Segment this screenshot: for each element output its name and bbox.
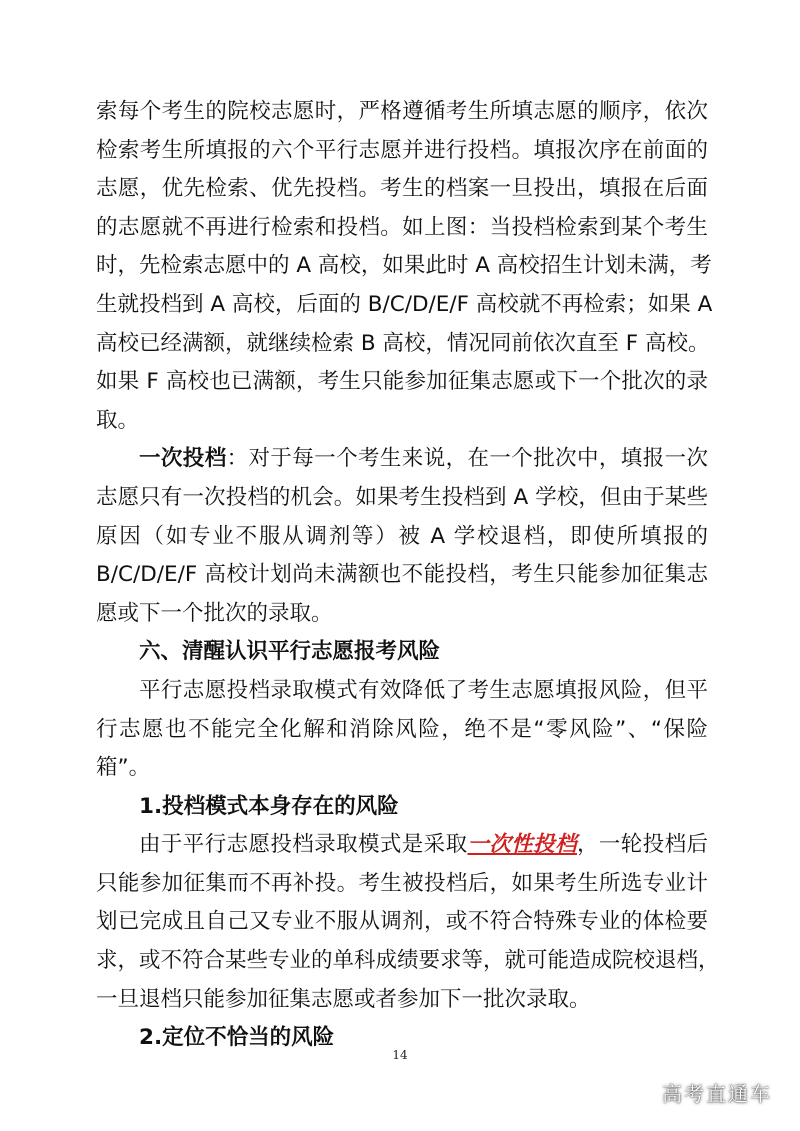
paragraph-line: 平行志愿投档录取模式有效降低了考生志愿填报风险，但平 [139,677,708,703]
paragraph-line: 索每个考生的院校志愿时，严格遵循考生所填志愿的顺序，依次 [96,99,708,124]
paragraph-line: 检索考生所填报的六个平行志愿并进行投档。填报次序在前面的 [96,137,708,163]
paragraph-line: 时，先检索志愿中的 A 高校，如果此时 A 高校招生计划未满，考 [96,253,712,279]
paragraph-line: 生就投档到 A 高校，后面的 B/C/D/E/F 高校就不再检索；如果 A [96,291,713,317]
section-heading: 六、清醒认识平行志愿报考风险 [139,639,441,665]
text-run: 由于平行志愿投档录取模式是采取 [139,832,468,858]
body-text [96,93,720,1058]
paragraph-line: 志愿，优先检索、优先投档。考生的档案一旦投出，填报在后面 [96,176,708,202]
paragraph-line: 原因（如专业不服从调剂等）被 A 学校退档，即使所填报的 [96,523,708,549]
paragraph-line: 志愿只有一次投档的机会。如果考生投档到 A 学校，但由于某些 [96,484,708,510]
paragraph-line: 如果 F 高校也已满额，考生只能参加征集志愿或下一个批次的录 [96,369,708,395]
subsection-heading: 2.定位不恰当的风险 [139,1025,335,1051]
emphasis-text: 一次性投档 [467,832,577,858]
paragraph-line: 的志愿就不再进行检索和投档。如上图：当投档检索到某个考生 [96,214,708,240]
term-definition: ：对于每一个考生来说，在一个批次中，填报一次 [226,446,708,472]
paragraph-line: 取。 [96,407,140,433]
paragraph-line: 愿或下一个批次的录取。 [96,600,333,626]
paragraph-line: 高校已经满额，就继续检索 B 高校，情况同前依次直至 F 高校。 [96,330,710,356]
term-label: 一次投档 [139,446,227,472]
paragraph-line: 只能参加征集而不再补投。考生被投档后，如果考生所选专业计 [96,870,708,896]
page-number: 14 [392,1048,408,1062]
text-run: ，一轮投档后 [576,832,708,858]
paragraph-line [96,826,708,865]
subsection-heading: 1.投档模式本身存在的风险 [139,793,399,819]
paragraph-line: 箱”。 [96,755,151,781]
paragraph-line: 划已完成且自己又专业不服从调剂，或不符合特殊专业的体检要 [96,909,708,935]
paragraph-line: 行志愿也不能完全化解和消除风险，绝不是“零风险”、“保险 [96,716,708,742]
paragraph-line: 求，或不符合某些专业的单科成绩要求等，就可能造成院校退档， [96,948,720,974]
paragraph-line [96,440,708,479]
paragraph-line: B/C/D/E/F 高校计划尚未满额也不能投档，考生只能参加征集志 [96,562,708,588]
paragraph-line: 一旦退档只能参加征集志愿或者参加下一批次录取。 [96,986,591,1012]
watermark: 高考直通车 [662,1082,772,1106]
